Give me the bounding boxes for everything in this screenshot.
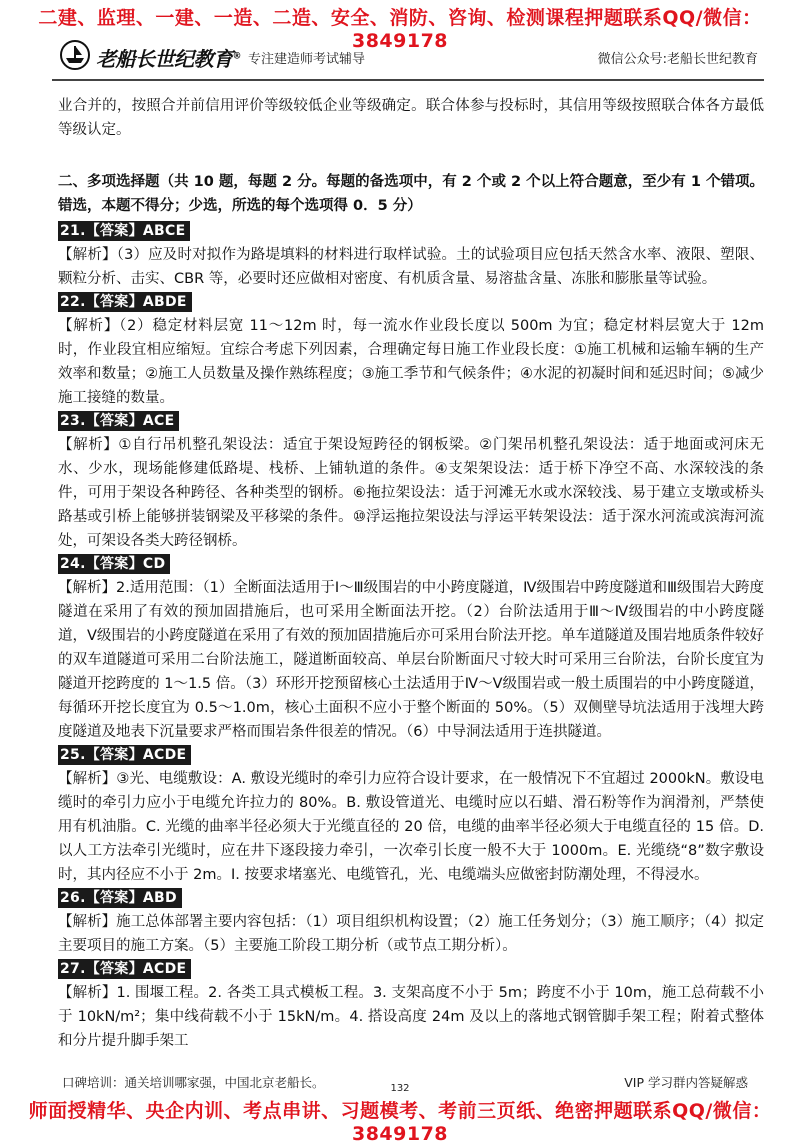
answer-item-25 — [58, 744, 764, 887]
footer-slogan: 口碑培训：通关培训哪家强，中国北京老船长。 — [62, 1075, 325, 1090]
page-number: 132 — [390, 1083, 410, 1094]
answer-tag: 23.【答案】ACE — [58, 411, 179, 431]
answer-explanation: 【解析】施工总体部署主要内容包括：（1）项目组织机构设置；（2）施工任务划分；（3）施工顺序；（4）拟定主要项目的施工方案。（5）主要施工阶段工期分析（或节点工期分析）。 — [58, 914, 764, 954]
bottom-promo-banner: 师面授精华、央企内训、考点串讲、习题模考、考前三页纸、绝密押题联系QQ/微信：3849178 — [28, 1100, 772, 1145]
answer-item-22 — [58, 291, 764, 410]
answer-tag: 24.【答案】CD — [58, 554, 170, 574]
section-title: 二、多项选择题（共 10 题，每题 2 分。每题的备选项中，有 2 个或 2 个以上符合题意，至少有 1 个错项。错选，本题不得分；少选，所选的每个选项得 0．5 分） — [58, 174, 764, 214]
document-body — [58, 94, 764, 1053]
answer-item-21 — [58, 220, 764, 291]
answer-tag: 21.【答案】ABCE — [58, 221, 190, 241]
intro-paragraph: 业合并的，按照合并前信用评价等级较低企业等级确定。联合体参与投标时，其信用等级按照联合体各方最低等级认定。 — [58, 98, 764, 138]
answer-item-26 — [58, 887, 764, 958]
logo-name: 老船长世纪教育® — [96, 47, 241, 71]
answer-tag: 26.【答案】ABD — [58, 888, 182, 908]
answer-item-24 — [58, 553, 764, 744]
page-header — [52, 36, 762, 76]
answer-tag: 22.【答案】ABDE — [58, 292, 192, 312]
answer-explanation: 【解析】③光、电缆敷设：A. 敷设光缆时的牵引力应符合设计要求，在一般情况下不宜超过 2000kN。敷设电缆时的牵引力应小于电缆允许拉力的 80%。B. 敷设管道光、电缆时应以石蜡、滑石粉等作为润滑剂，严禁使用有机油脂。C. 光缆的曲率半径必须大于光缆直径的 20 倍，电缆的曲率半径必须大于电缆直径的 15 倍。D. 以人工方法牵引光缆时，应在井下逐段接力牵引，一次牵引长度一般不大于 1000m。E. 光缆绕“8”数字敷设时，其内径应不小于 2m。I. 按要求堵塞光、电缆管孔，光、电缆端头应做密封防潮处理，不得浸水。 — [58, 771, 764, 883]
top-promo-banner: 二建、监理、一建、一造、二造、安全、消防、咨询、检测课程押题联系QQ/微信：3849178 — [38, 7, 762, 52]
ship-logo-icon — [60, 40, 90, 70]
header-wechat: 微信公众号:老船长世纪教育 — [597, 52, 758, 67]
answer-tag: 27.【答案】ACDE — [58, 959, 191, 979]
footer-vip-note: VIP 学习群内答疑解惑 — [624, 1075, 748, 1090]
answer-explanation: 【解析】2.适用范围：（1）全断面法适用于Ⅰ～Ⅲ级围岩的中小跨度隧道，Ⅳ级围岩中跨度隧道和Ⅲ级围岩大跨度隧道在采用了有效的预加固措施后，也可采用全断面法开挖。（2）台阶法适用于Ⅲ～Ⅳ级围岩的中小跨度隧道，Ⅴ级围岩的小跨度隧道在采用了有效的预加固措施后亦可采用台阶法开挖。单车道隧道及围岩地质条件较好的双车道隧道可采用二台阶法施工，隧道断面较高、单层台阶断面尺寸较大时可采用三台阶法，台阶长度宜为隧道开挖跨度的 1～1.5 倍。（3）环形开挖预留核心土法适用于Ⅳ～Ⅴ级围岩或一般土质围岩的中小跨度隧道，每循环开挖长度宜为 0.5～1.0m，核心土面积不应小于整个断面的 50%。（5）双侧壁导坑法适用于浅埋大跨度隧道及地表下沉量要求严格而围岩条件很差的情况。（6）中导洞法适用于连拱隧道。 — [58, 580, 764, 740]
answer-explanation: 【解析】（2）稳定材料层宽 11～12m 时，每一流水作业段长度以 500m 为宜；稳定材料层宽大于 12m 时，作业段宜相应缩短。宜综合考虑下列因素，合理确定每日施工作业段长度：①施工机械和运输车辆的生产效率和数量；②施工人员数量及操作熟练程度；③施工季节和气候条件；④水泥的初凝时间和延迟时间；⑤减少施工接缝的数量。 — [58, 318, 764, 406]
header-divider — [52, 79, 764, 81]
answer-explanation: 【解析】（3）应及时对拟作为路堤填料的材料进行取样试验。土的试验项目应包括天然含水率、液限、塑限、颗粒分析、击实、CBR 等，必要时还应做相对密度、有机质含量、易溶盐含量、冻胀和膨胀量等试验。 — [58, 247, 764, 287]
header-tagline: 专注建造师考试辅导 — [248, 52, 366, 67]
answer-tag: 25.【答案】ACDE — [58, 745, 191, 765]
answer-explanation: 【解析】1. 围堰工程。2. 各类工具式模板工程。3. 支架高度不小于 5m；跨度不小于 10m，施工总荷载不小于 10kN/m²；集中线荷载不小于 15kN/m。4. 搭设高度 24m 及以上的落地式钢管脚手架工程；附着式整体和分片提升脚手架工 — [58, 985, 764, 1049]
answer-item-27 — [58, 958, 764, 1053]
answer-item-23 — [58, 410, 764, 553]
answer-explanation: 【解析】①自行吊机整孔架设法：适宜于架设短跨径的钢板梁。②门架吊机整孔架设法：适于地面或河床无水、少水，现场能修建低路堤、栈桥、上铺轨道的条件。④支架架设法：适于桥下净空不高、水深较浅的条件，可用于架设各种跨径、各种类型的钢桥。⑥拖拉架设法：适于河滩无水或水深较浅、易于建立支墩或桥头路基或引桥上能够拼装钢梁及平移梁的条件。⑩浮运拖拉架设法与浮运平转架设法：适于深水河流或滨海河流处，可架设各类大跨径钢桥。 — [58, 437, 764, 549]
